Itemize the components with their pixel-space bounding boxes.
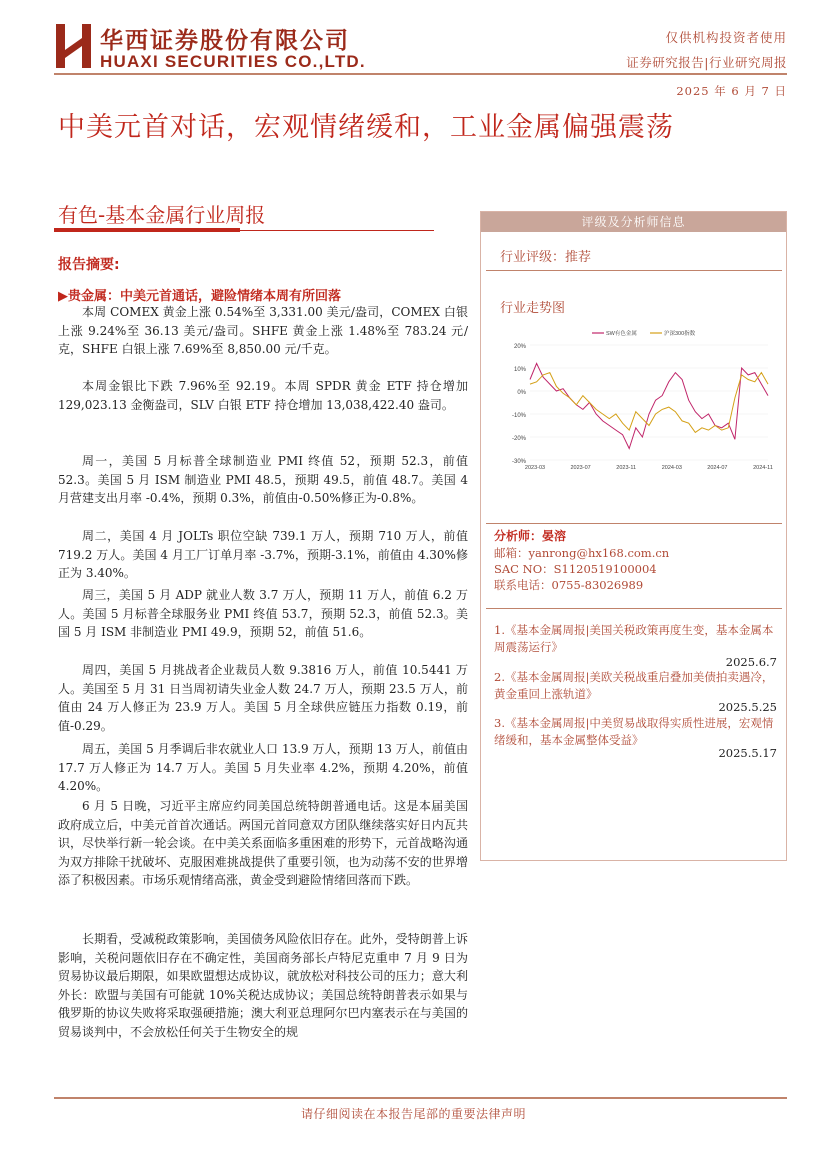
section-heading: ▶贵金属：中美元首通话，避险情绪本周有所回落: [58, 289, 341, 304]
paragraph-5: 周三，美国 5 月 ADP 就业人数 3.7 万人，预期 11 万人，前值 6.2 万人。美国 5 月标普全球服务业 PMI 终值 53.7，预期 52.3，前值 52.3。美国 5 月 ISM 非制造业 PMI 49.9，预期 52，前值 51.6。: [58, 588, 468, 639]
paragraph-9: 长期看，受减税政策影响，美国债务风险依旧存在。此外，受特朗普上诉影响，关税问题依旧存在不确定性，美国商务部长卢特尼克重申 7 月 9 日为贸易协议最后期限，如果欧盟想达成协议，就放松对科技公司的压力；意大利外长：欧盟与美国有可能就 10%关税达成协议；美国总统特朗普表示如果与俄罗斯的协议失败将采取强硬措施；澳大利亚总理阿尔巴内塞表示在与美国的贸易谈判中，不会放松任何关于生物安全的规: [58, 932, 468, 1039]
subtitle-underline: [54, 228, 240, 232]
industry-trend-chart: [500, 325, 775, 470]
related-report-1-date: 2025.6.7: [725, 655, 777, 669]
paragraph-6: 周四，美国 5 月挑战者企业裁员人数 9.3816 万人，前值 10.5441 万人。美国至 5 月 31 日当周初请失业金人数 24.7 万人，预期 23.5 万人，前值由 24 万人修正为 23.9 万人。美国 5 月全球供应链压力指数 0.19，前值-0.29。: [58, 663, 468, 733]
chart-y-tick-label: -10%: [511, 413, 526, 419]
paragraph-2: 本周金银比下跌 7.96%至 92.19。本周 SPDR 黄金 ETF 持仓增加 129,023.13 金衡盎司，SLV 白银 ETF 持仓增加 13,038,422.40 盎司。: [58, 379, 468, 412]
chart-y-tick-label: 10%: [513, 367, 526, 373]
report-date: 2025 年 6 月 7 日: [676, 84, 787, 98]
chart-y-tick-label: -30%: [511, 459, 526, 465]
chart-divider: [486, 523, 782, 524]
huaxi-logo-icon: [54, 20, 94, 70]
chart-legend-label: SW有色金属: [606, 331, 637, 337]
analyst-phone: 联系电话：0755-83026989: [494, 578, 644, 592]
chart-x-tick-label: 2024-11: [753, 465, 773, 470]
rating-divider: [486, 270, 782, 271]
related-report-3-date: 2025.5.17: [718, 746, 777, 760]
chart-series-line-1: [530, 363, 768, 448]
investor-notice: 仅供机构投资者使用: [665, 30, 787, 45]
sidebar-box-title: 评级及分析师信息: [481, 212, 786, 232]
company-name-en: HUAXI SECURITIES CO.,LTD.: [100, 52, 366, 71]
paragraph-1: 本周 COMEX 黄金上涨 0.54%至 3,331.00 美元/盎司，COMEX 白银上涨 9.24%至 36.13 美元/盎司。SHFE 黄金上涨 1.48%至 783.24 元/克，SHFE 白银上涨 7.69%至 8,850.00 元/千克。: [58, 305, 468, 356]
subtitle-underline-thin: [240, 230, 434, 231]
paragraph-3: 周一，美国 5 月标普全球制造业 PMI 终值 52，预期 52.3，前值 52.3。美国 5 月 ISM 制造业 PMI 48.5，预期 49.5，前值 48.7。美国 4 月营建支出月率 -0.4%，预期 0.3%，前值由-0.50%修正为-0.8%。: [58, 454, 468, 505]
analyst-sac: SAC NO：S1120519100004: [494, 562, 657, 576]
report-subtitle: 有色-基本金属行业周报: [58, 203, 266, 227]
chart-x-tick-label: 2023-07: [570, 465, 591, 470]
trend-chart-heading: 行业走势图: [500, 301, 566, 316]
company-name-cn: 华西证券股份有限公司: [100, 28, 350, 54]
chart-x-tick-label: 2024-07: [707, 465, 728, 470]
analyst-email: 邮箱：yanrong@hx168.com.cn: [494, 546, 670, 560]
related-report-2[interactable]: 2.《基本金属周报|美欧关税战重启叠加美债拍卖遇冷，黄金重回上涨轨道》: [494, 670, 774, 701]
chart-series-line-2: [530, 373, 768, 433]
chart-x-tick-label: 2023-11: [616, 465, 637, 470]
paragraph-4: 周二，美国 4 月 JOLTs 职位空缺 739.1 万人，预期 710 万人，前值 719.2 万人。美国 4 月工厂订单月率 -3.7%，预期-3.1%，前值由 4.30%修正为 3.40%。: [58, 529, 468, 580]
industry-rating: 行业评级：推荐: [500, 250, 592, 265]
chart-y-tick-label: 0%: [517, 390, 526, 396]
chart-legend-label: 沪深300指数: [664, 331, 696, 337]
chart-y-tick-label: -20%: [511, 436, 526, 442]
paragraph-8: 6 月 5 日晚，习近平主席应约同美国总统特朗普通电话。这是本届美国政府成立后，中美元首首次通话。两国元首同意双方团队继续落实好日内瓦共识，尽快举行新一轮会谈。在中美关系面临多重困难的形势下，元首战略沟通为双方排除干扰破坏、克服困难挑战提供了重要引领，也为动荡不安的世界增添了积极因素。市场乐观情绪高涨，黄金受到避险情绪回落而下跌。: [58, 799, 468, 887]
report-category: 证券研究报告|行业研究周报: [626, 55, 787, 70]
footer-divider: [54, 1097, 787, 1099]
related-report-3[interactable]: 3.《基本金属周报|中美贸易战取得实质性进展，宏观情绪缓和，基本金属整体受益》: [494, 716, 774, 747]
related-report-1[interactable]: 1.《基本金属周报|美国关税政策再度生变，基本金属本周震荡运行》: [494, 623, 774, 654]
abstract-heading: 报告摘要:: [58, 257, 120, 273]
contact-divider: [486, 608, 782, 609]
legal-notice: 请仔细阅读在本报告尾部的重要法律声明: [300, 1107, 526, 1121]
report-title: 中美元首对话，宏观情绪缓和，工业金属偏强震荡: [58, 112, 674, 143]
paragraph-7: 周五，美国 5 月季调后非农就业人口 13.9 万人，预期 13 万人，前值由 17.7 万人修正为 14.7 万人。美国 5 月失业率 4.2%，预期 4.20%，前值 4.20%。: [58, 742, 468, 793]
chart-y-tick-label: 20%: [513, 344, 526, 350]
chart-x-tick-label: 2023-03: [524, 465, 546, 470]
analyst-name: 分析师：晏溶: [494, 529, 567, 543]
header-divider: [54, 73, 787, 75]
related-report-2-date: 2025.5.25: [718, 700, 777, 714]
chart-x-tick-label: 2024-03: [661, 465, 682, 470]
